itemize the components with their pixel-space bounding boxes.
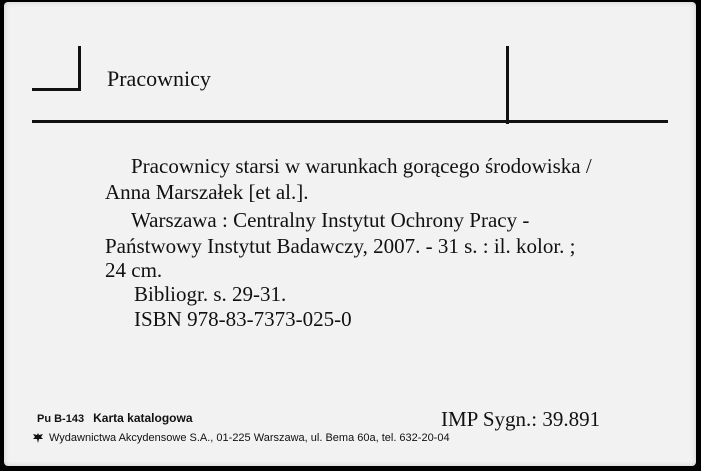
title-line-1: Pracownicy starsi w warunkach gorącego środowiska / bbox=[131, 154, 592, 178]
publication-line-2: Państwowy Instytut Badawczy, 2007. - 31 s. : il. kolor. ; bbox=[105, 234, 576, 258]
horizontal-rule bbox=[32, 120, 668, 123]
title-line-2: Anna Marszałek [et al.]. bbox=[105, 180, 309, 204]
publication-line-1: Warszawa : Centralny Instytut Ochrony Pracy - bbox=[131, 208, 530, 232]
publisher-line bbox=[32, 432, 450, 444]
corner-mark-vertical bbox=[78, 46, 81, 91]
bibliography-note: Bibliogr. s. 29-31. bbox=[134, 282, 287, 306]
publisher-text: Wydawnictwa Akcydensowe S.A., 01-225 Warszawa, ul. Bema 60a, tel. 632-20-04 bbox=[49, 432, 450, 444]
eagle-logo-icon bbox=[32, 432, 44, 444]
form-code: Pu B-143 bbox=[37, 413, 85, 425]
isbn: ISBN 978-83-7373-025-0 bbox=[134, 307, 352, 331]
form-label: Karta katalogowa bbox=[93, 411, 193, 425]
subject-heading: Pracownicy bbox=[107, 66, 211, 91]
call-number: IMP Sygn.: 39.891 bbox=[441, 407, 601, 431]
corner-mark-horizontal bbox=[32, 88, 81, 91]
catalog-card bbox=[4, 2, 696, 466]
heading-divider bbox=[506, 46, 509, 124]
form-identifier bbox=[37, 411, 193, 425]
publication-line-3: 24 cm. bbox=[105, 258, 163, 282]
